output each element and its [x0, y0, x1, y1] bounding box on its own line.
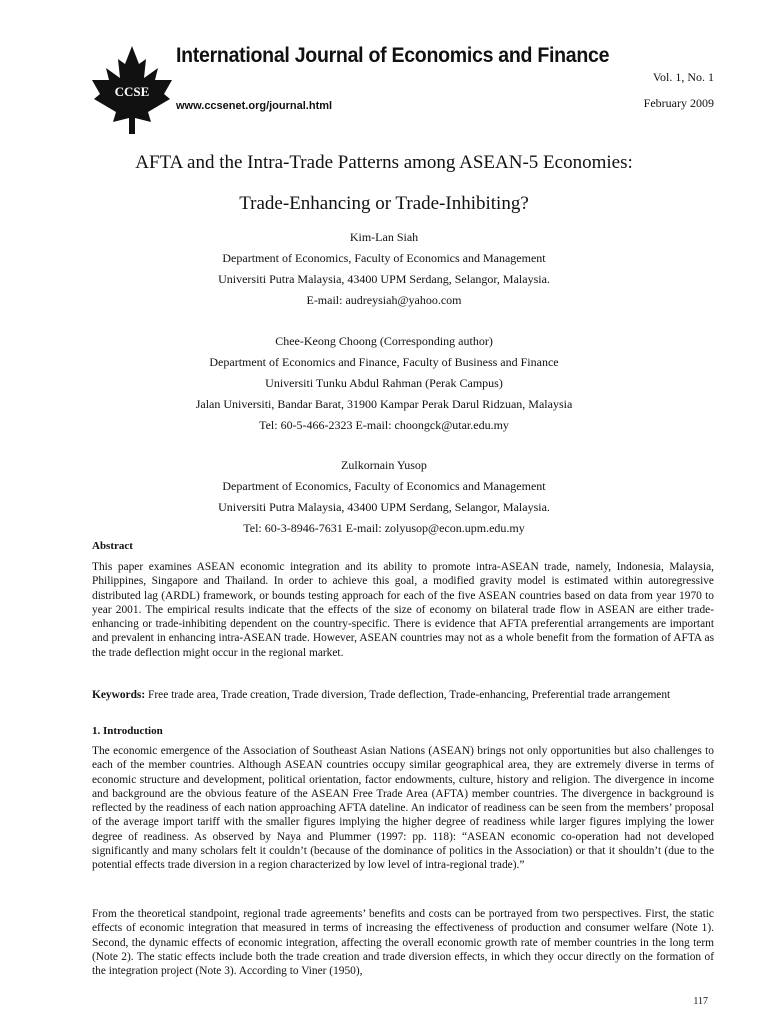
author-address: Jalan Universiti, Bandar Barat, 31900 Kampar Perak Darul Ridzuan, Malaysia — [195, 397, 573, 411]
introduction-paragraph-1: The economic emergence of the Association of Southeast Asian Nations (ASEAN) brings not only opportunities but also challenges to each of the member countries. Although ASEAN countries occupy similar geographical area, they are extremely diverse in terms of economic structure and development, political orientation, factor endowments, culture, history and religion. The divergence in income and background are the obvious feature of the ASEAN Free Trade Area (AFTA) member countries. The divergence in background is reflected by the readiness of each nation approaching AFTA dateline. An indicator of readiness can be seen from the members’ proposal of the average import tariff with the smaller figures implying the higher degree of readiness while larger figures implying the lower degree of readiness. As observed by Naya and Plummer (1997: pp. 118): “ASEAN economic co-operation had not developed significantly and many scholars felt it couldn’t (because of the dominance of politics in the Association) or that it shouldn’t (due to the potential effects trade diversion in a region characterized by low level of intra-regional trade).” — [92, 745, 714, 872]
author-department: Department of Economics, Faculty of Economics and Management — [222, 479, 546, 493]
issue-date: February 2009 — [643, 96, 714, 110]
author-block-1 — [54, 227, 714, 311]
keywords-paragraph — [92, 688, 714, 702]
author-department: Department of Economics and Finance, Faculty of Business and Finance — [209, 355, 559, 369]
introduction-heading: 1. Introduction — [92, 725, 163, 737]
author-block-3 — [54, 455, 714, 539]
page-number: 117 — [693, 996, 708, 1007]
paper-title-line-2: Trade-Enhancing or Trade-Inhibiting? — [239, 193, 529, 214]
author-department: Department of Economics, Faculty of Economics and Management — [222, 251, 546, 265]
logo-text: CCSE — [114, 84, 150, 99]
author-name: Kim-Lan Siah — [349, 230, 419, 244]
keywords-text: Free trade area, Trade creation, Trade diversion, Trade deflection, Trade-enhancing, Preferential trade arrangement — [148, 689, 671, 701]
ccse-maple-leaf-logo-icon — [88, 44, 176, 136]
author-address: Universiti Putra Malaysia, 43400 UPM Serdang, Selangor, Malaysia. — [218, 272, 550, 286]
author-contact: E-mail: audreysiah@yahoo.com — [306, 293, 462, 307]
author-contact: Tel: 60-5-466-2323 E-mail: choongck@utar.edu.my — [259, 418, 509, 432]
author-name: Chee-Keong Choong (Corresponding author) — [275, 334, 493, 348]
abstract-heading: Abstract — [92, 540, 133, 552]
journal-url[interactable]: www.ccsenet.org/journal.html — [176, 100, 333, 112]
author-contact: Tel: 60-3-8946-7631 E-mail: zolyusop@econ.upm.edu.my — [243, 521, 525, 535]
journal-title: International Journal of Economics and Finance — [176, 44, 610, 67]
introduction-paragraph-2: From the theoretical standpoint, regional trade agreements’ benefits and costs can be portrayed from two perspectives. First, the static effects of economic integration that measured in terms of increasing the effectiveness of production and consumer welfare (Note 1). Second, the dynamic effects of economic integration, affecting the overall economic growth rate of member countries in the long term (Note 2). The static effects include both the trade creation and trade diversion effects, in which they occur directly on the formation of the integration project (Note 3). According to Viner (1950), — [92, 908, 714, 978]
author-address: Universiti Putra Malaysia, 43400 UPM Serdang, Selangor, Malaysia. — [218, 500, 550, 514]
keywords-label: Keywords: — [92, 689, 146, 701]
author-institution: Universiti Tunku Abdul Rahman (Perak Campus) — [265, 376, 503, 390]
abstract-text: This paper examines ASEAN economic integration and its ability to promote intra-ASEAN trade, namely, Indonesia, Malaysia, Philippines, Singapore and Thailand. In order to achieve this goal, a modified gravity model is estimated within autoregressive distributed lag (ARDL) framework, or bounds testing approach for each of the five ASEAN countries based on data from year 1970 to year 2001. The empirical results indicate that the effects of the size of economy on bilateral trade flow in ASEAN are either trade-enhancing or trade-inhibiting dependent on the country-specific. There is evidence that AFTA preferential arrangements are important and prevalent in enhancing intra-ASEAN trade. However, ASEAN countries may not as a whole benefit from the formation of AFTA as the trade deflection might occur in the regional market. — [92, 561, 714, 659]
author-block-2 — [54, 331, 714, 436]
volume-number: Vol. 1, No. 1 — [652, 70, 714, 84]
author-name: Zulkornain Yusop — [341, 458, 427, 472]
paper-title-line-1: AFTA and the Intra-Trade Patterns among ASEAN-5 Economies: — [135, 152, 633, 173]
